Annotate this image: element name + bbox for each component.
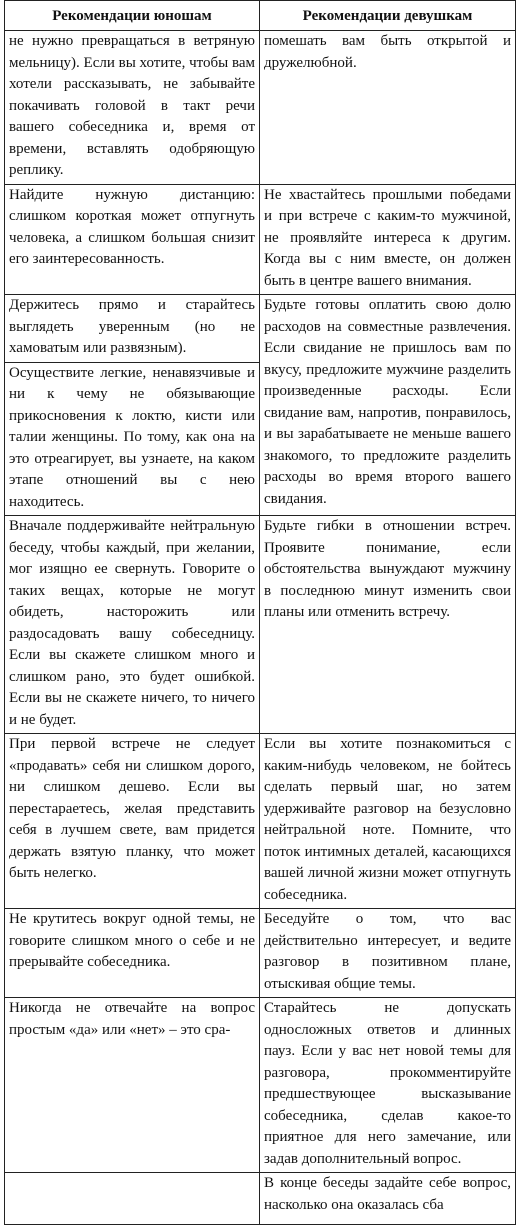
header-young-women: Рекомендации девушкам <box>260 1 516 31</box>
cell-men: Найдите нужную дистанцию: слишком короткая может отпугнуть человека, а слишком большая снизит его заинтересованность. <box>5 184 260 295</box>
cell-men <box>5 1173 260 1225</box>
table-row <box>5 184 516 295</box>
table-row <box>5 516 516 734</box>
header-young-men: Рекомендации юношам <box>5 1 260 31</box>
table-row <box>5 31 516 185</box>
table-row <box>5 998 516 1173</box>
cell-women: Будьте гибки в отношении встреч. Проявите понимание, если обстоятельства вынуждают мужчину в последнюю минут изменить свои планы или отменить встречу. <box>260 516 516 734</box>
table-row <box>5 1173 516 1225</box>
table-row <box>5 734 516 909</box>
cell-women: Будьте готовы оплатить свою долю расходов на совместные развлечения. Если свидание не пришлось вам по вкусу, предложите мужчине разделить произведенные расходы. Если свидание вам, напротив, понравилось, и вы зарабатываете не меньше вашего знакомого, то предложите разделить расходы во время второго вашего свидания. <box>260 295 516 516</box>
cell-men: Держитесь прямо и старайтесь выглядеть уверенным (но не хамоватым или развязным). <box>5 295 260 363</box>
cell-men: Не крутитесь вокруг одной темы, не говорите слишком много о себе и не прерывайте собеседника. <box>5 909 260 998</box>
cell-men: Осуществите легкие, ненавязчивые и ни к чему не обязывающие прикосновения к локтю, кисти или талии женщины. По тому, как она на это отреагирует, вы узнаете, на каком этапе отношений вы с нею находитесь. <box>5 362 260 516</box>
table-row <box>5 295 516 363</box>
table-header-row <box>5 1 516 31</box>
cell-women: Старайтесь не допускать односложных ответов и длинных пауз. Если у вас нет новой темы для разговора, прокомментируйте предшествующее высказывание собеседника, сделав какое-то приятное для него замечание, или задав дополнительный вопрос. <box>260 998 516 1173</box>
cell-women: Беседуйте о том, что вас действительно интересует, и ведите разговор в позитивном плане, отыскивая общие темы. <box>260 909 516 998</box>
cell-women: помешать вам быть открытой и дружелюбной. <box>260 31 516 185</box>
cell-men: Вначале поддерживайте нейтральную беседу, чтобы каждый, при желании, мог изящно ее свернуть. Говорите о таких вещах, которые не могут обидеть, насторожить или раздосадовать вашу собеседницу. Если вы скажете слишком много и слишком рано, это будет ошибкой. Если вы не скажете ничего, то ничего и не будет. <box>5 516 260 734</box>
cell-women: Не хвастайтесь прошлыми победами и при встрече с каким-то мужчиной, не проявляйте интереса к другим. Когда вы с ним вместе, он должен быть в центре вашего внимания. <box>260 184 516 295</box>
cell-women: Если вы хотите познакомиться с каким-нибудь человеком, не бойтесь сделать первый шаг, но затем удерживайте разговор на безусловно нейтральной ноте. Помните, что поток интимных деталей, касающихся вашей личной жизни может отпугнуть собеседника. <box>260 734 516 909</box>
cell-men: Никогда не отвечайте на вопрос простым «да» или «нет» – это сра- <box>5 998 260 1173</box>
table-row <box>5 909 516 998</box>
cell-men: При первой встрече не следует «продавать» себя ни слишком дорого, ни слишком дешево. Если вы перестараетесь, желая представить себя в лучшем свете, вам придется держать взятую планку, что может быть нелегко. <box>5 734 260 909</box>
cell-men: не нужно превращаться в ветряную мельницу). Если вы хотите, чтобы вам хотели рассказывать, не забывайте покачивать головой в такт речи вашего собеседника и, время от времени, вставлять одобряющую реплику. <box>5 31 260 185</box>
recommendations-table <box>4 0 516 1225</box>
cell-women: В конце беседы задайте себе вопрос, насколько она оказалась сба <box>260 1173 516 1225</box>
